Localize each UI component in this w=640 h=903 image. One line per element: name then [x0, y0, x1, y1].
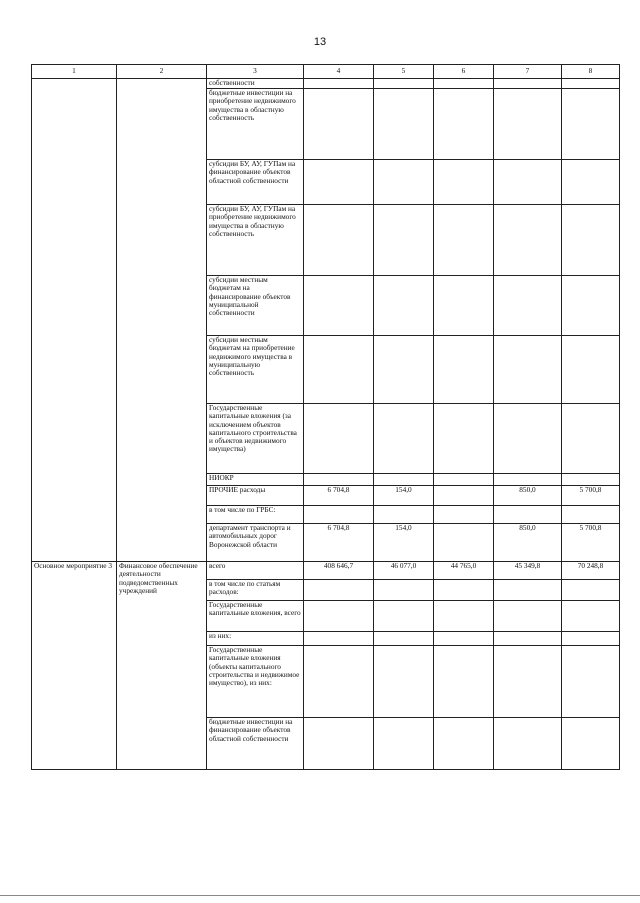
name-cell: [117, 79, 207, 562]
value-cell: 154,0: [374, 486, 434, 506]
value-cell: 5 700,8: [562, 524, 620, 562]
value-cell: [494, 404, 562, 474]
expense-label: в том числе по статьям расходов:: [207, 580, 304, 601]
value-cell: [434, 486, 494, 506]
value-cell: [374, 474, 434, 486]
value-cell: 70 248,8: [562, 562, 620, 580]
value-cell: [304, 404, 374, 474]
value-cell: 44 765,0: [434, 562, 494, 580]
value-cell: [434, 79, 494, 89]
table-row: [32, 79, 620, 89]
value-cell: [304, 474, 374, 486]
expense-label: Государственные капитальные вложения (объекты капитального строительства и недвижимое имущество), из них:: [207, 646, 304, 718]
value-cell: [374, 89, 434, 160]
value-cell: [374, 404, 434, 474]
value-cell: 850,0: [494, 524, 562, 562]
expense-label: в том числе по ГРБС:: [207, 506, 304, 524]
value-cell: [562, 89, 620, 160]
expense-label: департамент транспорта и автомобильных дорог Воронежской области: [207, 524, 304, 562]
value-cell: [562, 79, 620, 89]
expense-label: субсидии местным бюджетам на финансирование объектов муниципальной собственности: [207, 276, 304, 336]
value-cell: [434, 580, 494, 601]
value-cell: [562, 404, 620, 474]
value-cell: [304, 580, 374, 601]
value-cell: [434, 646, 494, 718]
value-cell: [494, 160, 562, 205]
value-cell: 850,0: [494, 486, 562, 506]
value-cell: [494, 646, 562, 718]
name-cell: Финансовое обеспечение деятельности подведомственных учреждений: [117, 562, 207, 770]
column-header: 4: [304, 65, 374, 79]
value-cell: [304, 89, 374, 160]
value-cell: [304, 276, 374, 336]
value-cell: [562, 646, 620, 718]
value-cell: [374, 601, 434, 632]
value-cell: [562, 718, 620, 770]
value-cell: [374, 79, 434, 89]
column-header: 5: [374, 65, 434, 79]
value-cell: [304, 205, 374, 276]
page-number: 13: [313, 36, 327, 48]
column-header: 3: [207, 65, 304, 79]
column-header: 1: [32, 65, 117, 79]
value-cell: [374, 336, 434, 404]
expense-label: Государственные капитальные вложения (за исключением объектов капитального строительства и объектов недвижимого имущества): [207, 404, 304, 474]
value-cell: [374, 580, 434, 601]
expense-label: бюджетные инвестиции на приобретение недвижимого имущества в областную собственность: [207, 89, 304, 160]
value-cell: [374, 718, 434, 770]
table-row: [32, 562, 620, 580]
expense-label: собственности: [207, 79, 304, 89]
column-header: 8: [562, 65, 620, 79]
value-cell: [304, 601, 374, 632]
column-header: 2: [117, 65, 207, 79]
value-cell: [494, 580, 562, 601]
expense-label: НИОКР: [207, 474, 304, 486]
value-cell: [494, 89, 562, 160]
value-cell: [434, 632, 494, 646]
expense-label: ПРОЧИЕ расходы: [207, 486, 304, 506]
value-cell: [434, 474, 494, 486]
value-cell: [304, 160, 374, 205]
column-header: 6: [434, 65, 494, 79]
value-cell: [304, 79, 374, 89]
value-cell: [562, 506, 620, 524]
value-cell: [494, 79, 562, 89]
table-header-row: [32, 65, 620, 79]
value-cell: [434, 89, 494, 160]
value-cell: [494, 336, 562, 404]
value-cell: [562, 474, 620, 486]
value-cell: [374, 646, 434, 718]
value-cell: [562, 632, 620, 646]
value-cell: [562, 276, 620, 336]
expense-label: всего: [207, 562, 304, 580]
expense-label: субсидии БУ, АУ, ГУПам на финансирование объектов областной собственности: [207, 160, 304, 205]
activity-cell: Основное мероприятие 3: [32, 562, 117, 770]
expense-label: из них:: [207, 632, 304, 646]
value-cell: [494, 718, 562, 770]
value-cell: [562, 601, 620, 632]
value-cell: [434, 205, 494, 276]
value-cell: [374, 632, 434, 646]
expense-label: бюджетные инвестиции на финансирование объектов областной собственности: [207, 718, 304, 770]
value-cell: [494, 205, 562, 276]
expense-label: Государственные капитальные вложения, всего: [207, 601, 304, 632]
value-cell: [434, 524, 494, 562]
value-cell: [434, 160, 494, 205]
bottom-rule: [0, 895, 640, 896]
value-cell: [304, 646, 374, 718]
value-cell: 5 700,8: [562, 486, 620, 506]
value-cell: [494, 601, 562, 632]
value-cell: [434, 276, 494, 336]
value-cell: 46 077,0: [374, 562, 434, 580]
value-cell: [374, 276, 434, 336]
value-cell: [494, 506, 562, 524]
value-cell: [374, 506, 434, 524]
budget-table: [31, 64, 620, 770]
value-cell: [562, 336, 620, 404]
value-cell: [304, 336, 374, 404]
value-cell: [434, 404, 494, 474]
activity-cell: [32, 79, 117, 562]
value-cell: [374, 205, 434, 276]
value-cell: [494, 474, 562, 486]
value-cell: [562, 160, 620, 205]
value-cell: [494, 632, 562, 646]
column-header: 7: [494, 65, 562, 79]
expense-label: субсидии местным бюджетам на приобретение недвижимого имущества в муниципальную собственность: [207, 336, 304, 404]
value-cell: [562, 205, 620, 276]
value-cell: [434, 506, 494, 524]
value-cell: [434, 601, 494, 632]
value-cell: 408 646,7: [304, 562, 374, 580]
value-cell: [434, 336, 494, 404]
value-cell: [434, 718, 494, 770]
value-cell: 45 349,8: [494, 562, 562, 580]
value-cell: [304, 718, 374, 770]
expense-label: субсидии БУ, АУ, ГУПам на приобретение недвижимого имущества в областную собственность: [207, 205, 304, 276]
value-cell: 154,0: [374, 524, 434, 562]
value-cell: 6 704,8: [304, 486, 374, 506]
value-cell: [304, 632, 374, 646]
value-cell: 6 704,8: [304, 524, 374, 562]
value-cell: [304, 506, 374, 524]
value-cell: [494, 276, 562, 336]
value-cell: [374, 160, 434, 205]
value-cell: [562, 580, 620, 601]
